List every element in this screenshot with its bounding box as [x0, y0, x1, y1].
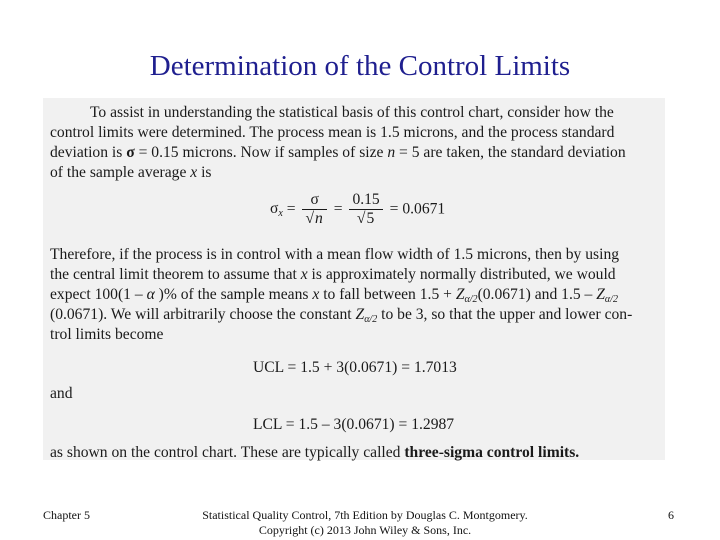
page-number: 6 — [668, 508, 674, 522]
footer-citation-line-1: Statistical Quality Control, 7th Edition by Douglas C. Montgomery. — [202, 508, 528, 522]
paragraph-1-line-4: of the sample average x is — [50, 164, 212, 181]
paragraph-2-line-3: expect 100(1 – α )% of the sample means x to fall between $1.5 + Z_{\alpha/2}(0.0671)$ and $1.5 - Z_{\alpha/2}$ — [50, 286, 618, 305]
paragraph-2-line-5: trol limits become — [50, 326, 164, 343]
paragraph-1-line-2: control limits were determined. The process mean is 1.5 microns, and the process standard — [50, 124, 615, 141]
paragraph-1-line-3: deviation is σ = 0.15 microns. Now if samples of size n = 5 are taken, the standard deviation — [50, 144, 626, 161]
footer-citation-line-2: Copyright (c) 2013 John Wiley & Sons, Inc. — [258, 523, 472, 537]
slide-title: Determination of the Control Limits — [149, 50, 571, 82]
and-text: and — [50, 385, 73, 402]
lcl-equation: LCL = 1.5 – 3(0.0671) = 1.2987 — [253, 416, 455, 433]
footer-chapter: Chapter 5 — [43, 508, 90, 522]
paragraph-2-line-4: (0.0671). We will arbitrarily choose the constant $Z_{\alpha/2}$ to be 3, so that the upper and lower con- — [50, 306, 633, 325]
paragraph-2-line-2: the central limit theorem to assume that x is approximately normally distributed, we would — [50, 266, 616, 283]
ucl-equation: UCL = 1.5 + 3(0.0671) = 1.7013 — [253, 359, 457, 376]
paragraph-1-line-1: To assist in understanding the statistical basis of this control chart, consider how the — [90, 104, 614, 121]
footer-citation — [170, 508, 560, 538]
paragraph-2-line-1: Therefore, if the process is in control with a mean flow width of 1.5 microns, then by using — [50, 246, 620, 263]
paragraph-3: as shown on the control chart. These are typically called three-sigma control limits. — [50, 444, 580, 461]
sigma-xbar-equation: $\sigma_x$ = $\frac{\sigma}{√n}$ = $\frac{0.15}{√5}$ = 0.0671 — [270, 191, 446, 227]
